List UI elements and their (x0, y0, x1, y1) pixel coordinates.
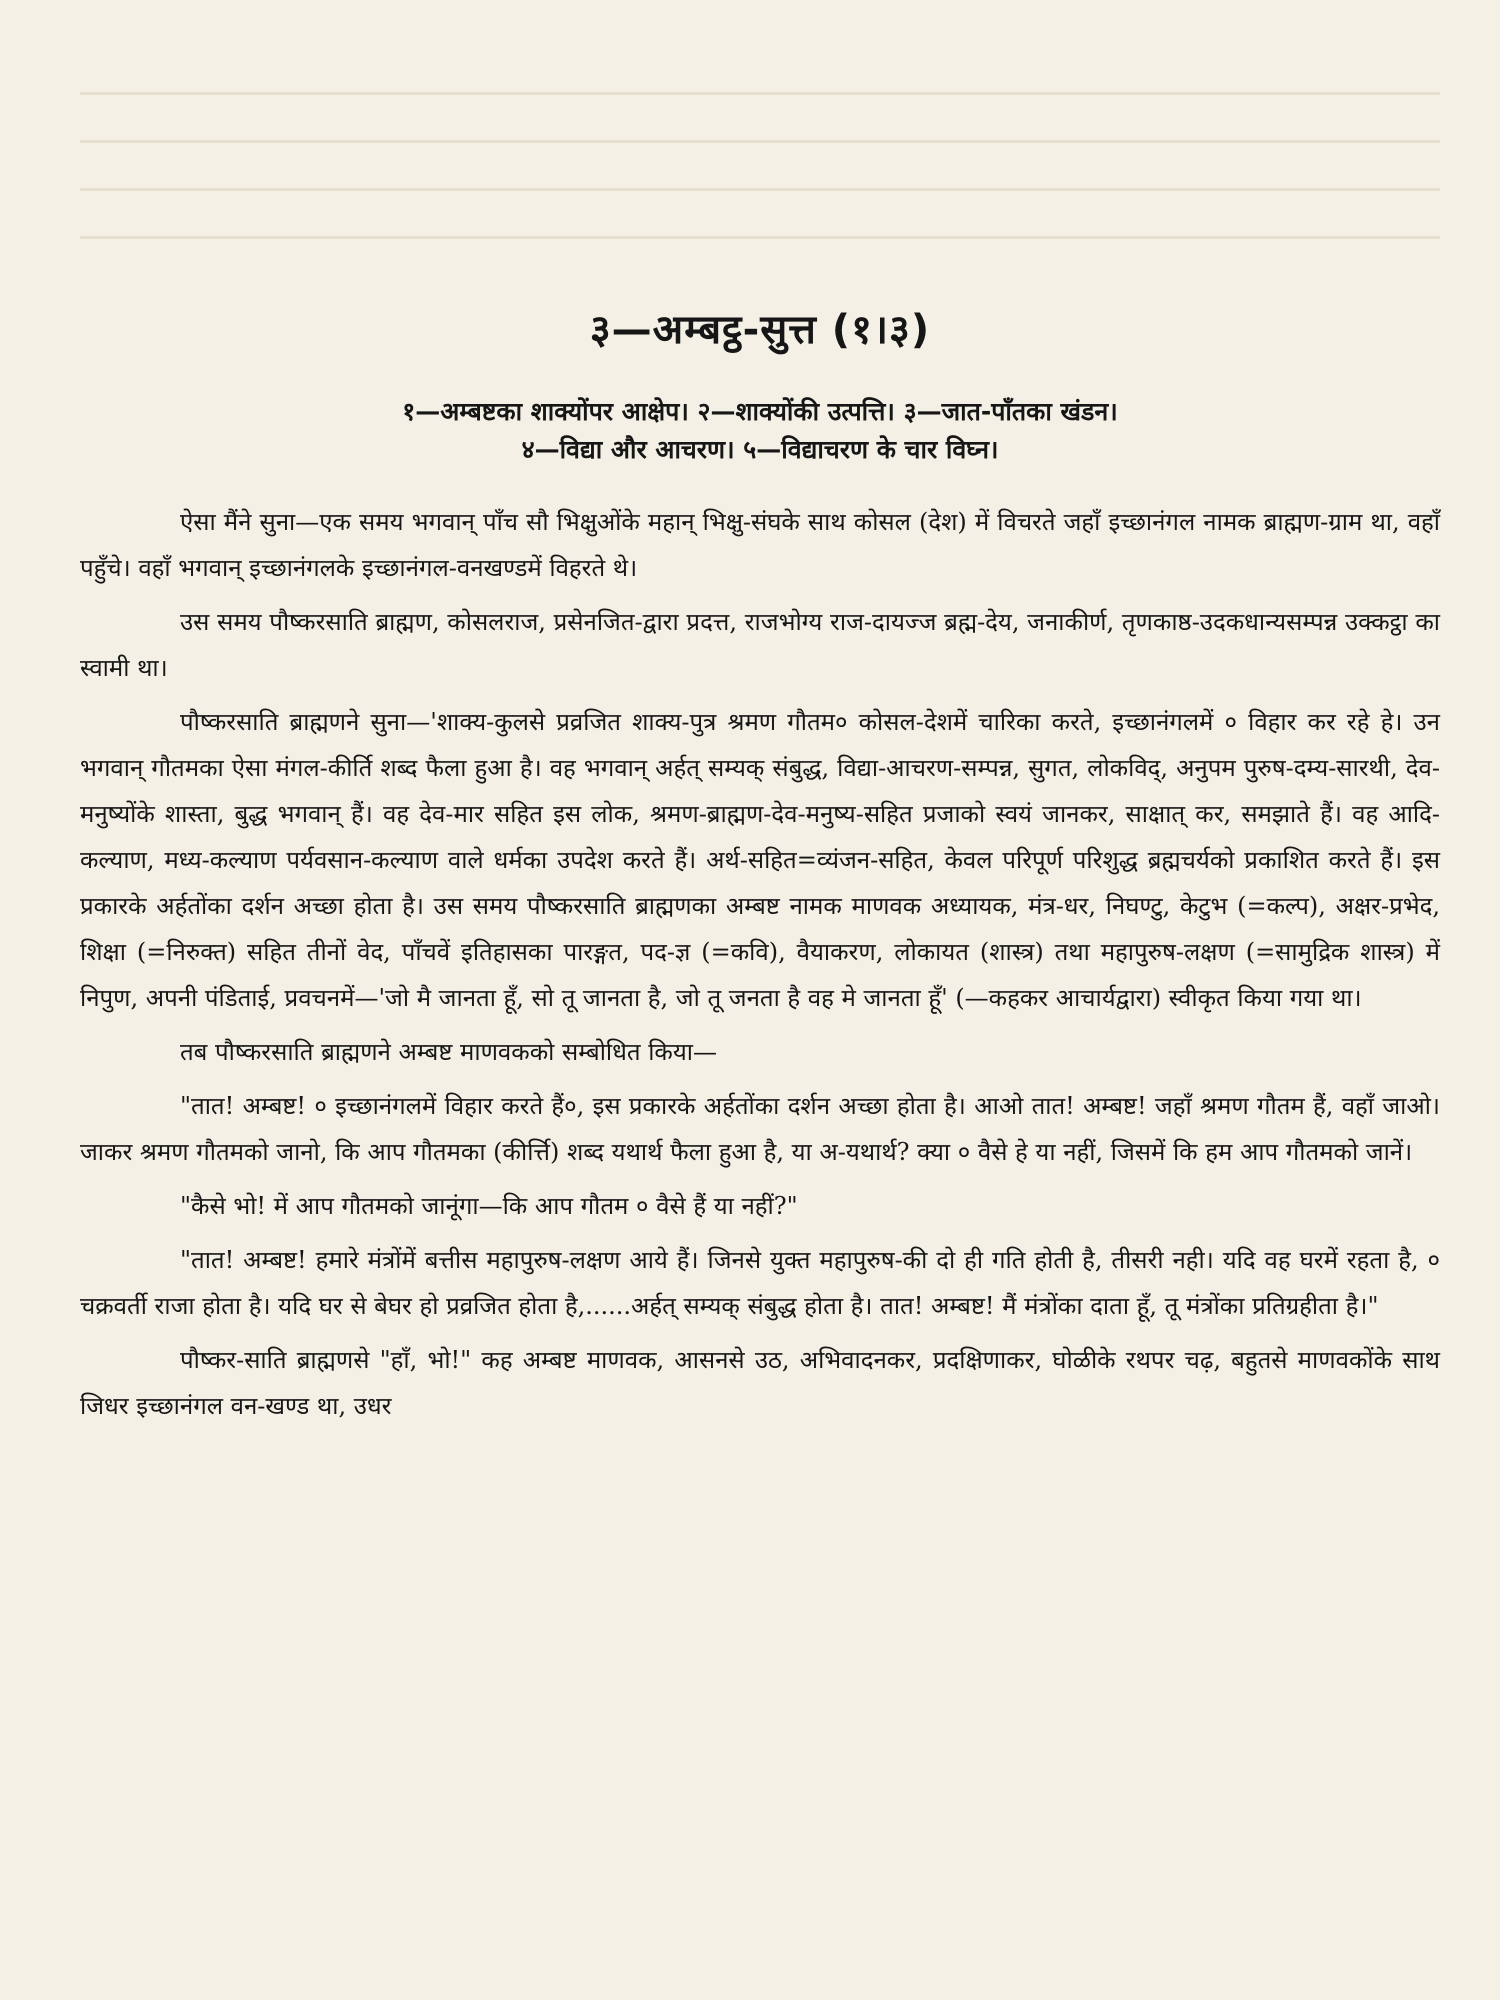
paragraph: "तात! अम्बष्ट! हमारे मंत्रोंमें बत्तीस महापुरुष-लक्षण आये हैं। जिनसे युक्त महापुरुष-की दो ही गति होती है, तीसरी नही। यदि वह घरमें रहता है, ० चक्रवर्ती राजा होता है। यदि घर से बेघर हो प्रव्रजित होता है,......अर्हत् सम्यक् संबुद्ध होता है। तात! अम्बष्ट! मैं मंत्रोंका दाता हूँ, तू मंत्रोंका प्रतिग्रहीता है।" (80, 1246, 1440, 1320)
bleed-through-line (80, 92, 1440, 95)
paragraph: पौष्करसाति ब्राह्मणने सुना—'शाक्य-कुलसे प्रव्रजित शाक्य-पुत्र श्रमण गौतम० कोसल-देशमें चारिका करते, इच्छानंगलमें ० विहार कर रहे हे। उन भगवान् गौतमका ऐसा मंगल-कीर्ति शब्द फैला हुआ है। वह भगवान् अर्हत् सम्यक् संबुद्ध, विद्या-आचरण-सम्पन्न, सुगत, लोकविद्, अनुपम पुरुष-दम्य-सारथी, देव-मनुष्योंके शास्ता, बुद्ध भगवान् हैं। वह देव-मार सहित इस लोक, श्रमण-ब्राह्मण-देव-मनुष्य-सहित प्रजाको स्वयं जानकर, साक्षात् कर, समझाते हैं। वह आदि-कल्याण, मध्य-कल्याण पर्यवसान-कल्याण वाले धर्मका उपदेश करते हैं। अर्थ-सहित=व्यंजन-सहित, केवल परिपूर्ण परिशुद्ध ब्रह्मचर्यको प्रकाशित करते हैं। इस प्रकारके अर्हतोंका दर्शन अच्छा होता है। उस समय पौष्करसाति ब्राह्मणका अम्बष्ट नामक माणवक अध्यायक, मंत्र-धर, निघण्टु, केटुभ (=कल्प), अक्षर-प्रभेद, शिक्षा (=निरुक्त) सहित तीनों वेद, पाँचवें इतिहासका पारङ्गत, पद-ज्ञ (=कवि), वैयाकरण, लोकायत (शास्त्र) तथा महापुरुष-लक्षण (=सामुद्रिक शास्त्र) में निपुण, अपनी पंडिताई, प्रवचनमें—'जो मै जानता हूँ, सो तू जानता है, जो तू जनता है वह मे जानता हूँ' (—कहकर आचार्यद्वारा) स्वीकृत किया गया था। (80, 708, 1440, 1012)
bleed-through-line (80, 236, 1440, 239)
paragraph: तब पौष्करसाति ब्राह्मणने अम्बष्ट माणवकको सम्बोधित किया— (180, 1038, 717, 1066)
body-text (80, 499, 1440, 1429)
chapter-title: ३—अम्बट्ठ-सुत्त (१।३) (589, 307, 931, 353)
contents-line: ४—विद्या और आचरण। ५—विद्याचरण के चार विघ्न। (521, 435, 999, 464)
paragraph: पौष्कर-साति ब्राह्मणसे "हाँ, भो!" कह अम्बष्ट माणवक, आसनसे उठ, अभिवादनकर, प्रदक्षिणाकर, घोळीके रथपर चढ़, बहुतसे माणवकोंके साथ जिधर इच्छानंगल वन-खण्ड था, उधर (80, 1346, 1440, 1420)
paragraph: उस समय पौष्करसाति ब्राह्मण, कोसलराज, प्रसेनजित-द्वारा प्रदत्त, राजभोग्य राज-दायज्ज ब्रह्म-देय, जनाकीर्ण, तृणकाष्ठ-उदकधान्यसम्पन्न उक्कट्ठा का स्वामी था। (80, 608, 1440, 682)
paragraph: "कैसे भो! में आप गौतमको जानूंगा—कि आप गौतम ० वैसे हैं या नहीं?" (180, 1192, 798, 1220)
book-page (80, 300, 1440, 1429)
bleed-through-line (80, 188, 1440, 191)
contents-line: १—अम्बष्टका शाक्योंपर आक्षेप। २—शाक्योंकी उत्पत्ति। ३—जात-पाँतका खंडन। (402, 397, 1118, 426)
bleed-through-line (80, 140, 1440, 143)
paragraph: "तात! अम्बष्ट! ० इच्छानंगलमें विहार करते हैं०, इस प्रकारके अर्हतोंका दर्शन अच्छा होता है। आओ तात! अम्बष्ट! जहाँ श्रमण गौतम हैं, वहाँ जाओ। जाकर श्रमण गौतमको जानो, कि आप गौतमका (कीर्त्ति) शब्द यथार्थ फैला हुआ है, या अ-यथार्थ? क्या ० वैसे हे या नहीं, जिसमें कि हम आप गौतमको जानें। (80, 1092, 1440, 1166)
chapter-contents (80, 393, 1440, 469)
paragraph: ऐसा मैंने सुना—एक समय भगवान् पाँच सौ भिक्षुओंके महान् भिक्षु-संघके साथ कोसल (देश) में विचरते जहाँ इच्छानंगल नामक ब्राह्मण-ग्राम था, वहाँ पहुँचे। वहाँ भगवान् इच्छानंगलके इच्छानंगल-वनखण्डमें विहरते थे। (80, 508, 1440, 582)
